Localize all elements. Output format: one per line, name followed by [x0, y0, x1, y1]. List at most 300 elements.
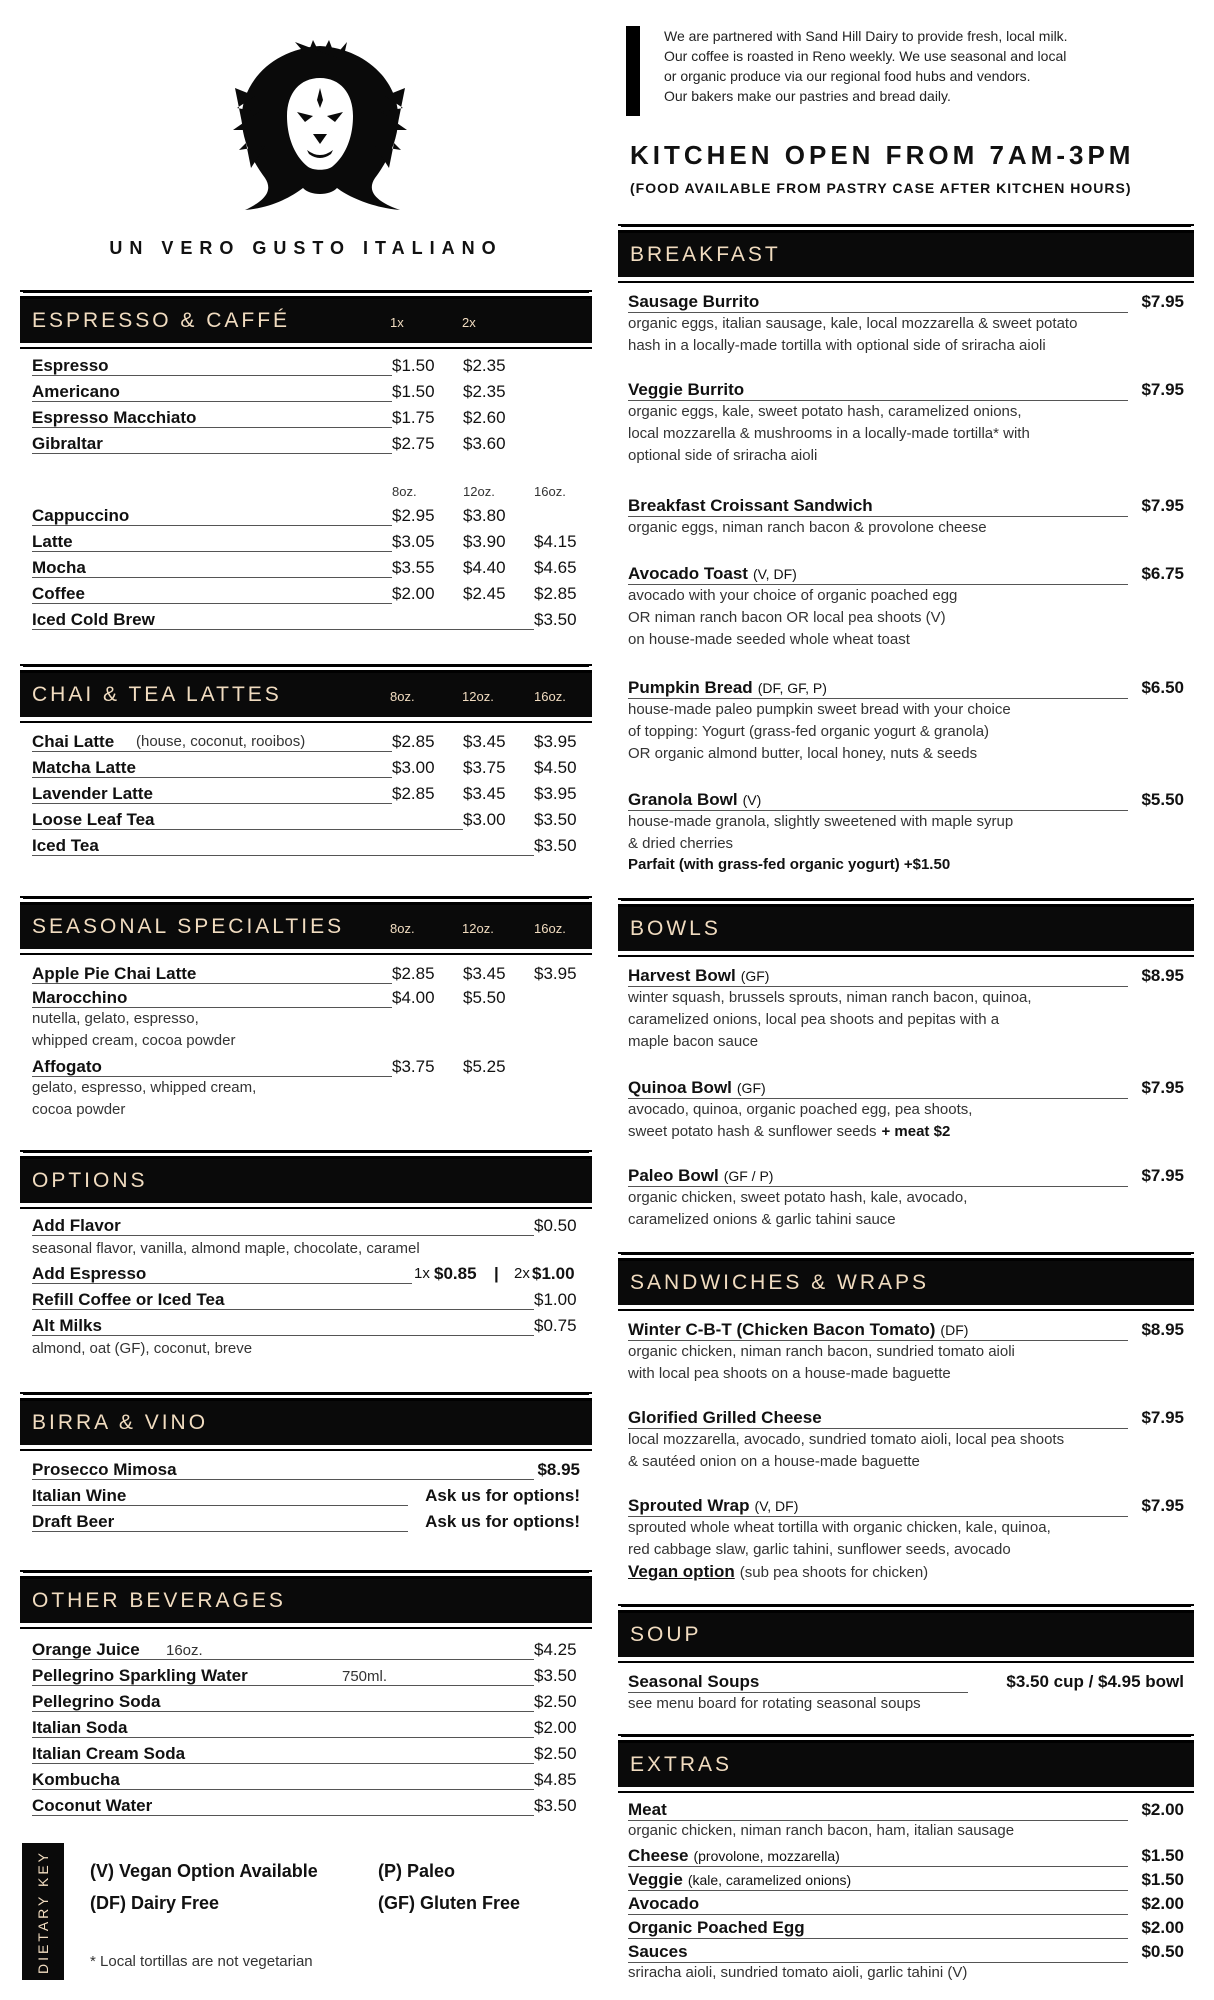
item-price: $3.50	[534, 610, 577, 629]
item-name	[628, 1166, 773, 1186]
chai-section	[20, 664, 592, 723]
leader-line	[628, 312, 1128, 313]
item-price: $6.50	[1141, 678, 1184, 697]
section-title: EXTRAS	[630, 1753, 733, 1776]
item-description: organic eggs, kale, sweet potato hash, caramelized onions,	[628, 403, 1022, 420]
leader-line	[628, 1820, 1128, 1821]
brand-tagline: UN VERO GUSTO ITALIANO	[109, 238, 503, 258]
leader-line	[32, 1685, 534, 1686]
leader-line	[628, 1938, 1128, 1939]
item-title: Breakfast Croissant Sandwich	[628, 496, 873, 515]
item-price: $2.35	[463, 382, 506, 401]
item-price: $8.95	[1141, 1320, 1184, 1339]
size-header: 12oz.	[462, 921, 494, 936]
tortilla-note: * Local tortillas are not vegetarian	[90, 1953, 313, 1970]
item-price: $3.45	[463, 784, 506, 803]
item-price: $7.95	[1141, 1166, 1184, 1185]
item-name: Gibraltar	[32, 434, 103, 453]
dietary-key-label: DIETARY KEY	[35, 1849, 51, 1974]
partnership-notice	[626, 26, 1186, 116]
section-title: OTHER BEVERAGES	[32, 1589, 286, 1612]
leader-line	[628, 698, 1128, 699]
section-title: SEASONAL SPECIALTIES	[32, 915, 345, 938]
item-description: winter squash, brussels sprouts, niman ranch bacon, quinoa,	[628, 989, 1032, 1006]
item-description: organic chicken, niman ranch bacon, ham, italian sausage	[628, 1822, 1015, 1839]
dietary-tag: (GF)	[740, 968, 770, 984]
item-price: $3.50	[534, 836, 577, 855]
desc-text: sweet potato hash & sunflower seeds	[628, 1123, 877, 1140]
item-price: $1.50	[1141, 1846, 1184, 1865]
item-name	[628, 1078, 766, 1098]
size-header: 16oz.	[534, 921, 566, 936]
item-price: $3.95	[534, 964, 577, 983]
menu-item	[628, 1672, 1184, 1714]
item-price: $3.75	[463, 758, 506, 777]
leader-line	[628, 1890, 1128, 1891]
notice-line: Our coffee is roasted in Reno weekly. We use seasonal and local	[664, 48, 1067, 64]
menu-item	[32, 1264, 580, 1286]
item-note: (kale, caramelized onions)	[687, 1872, 852, 1888]
menu-item	[628, 1408, 1184, 1472]
item-title: Veggie Burrito	[628, 380, 745, 399]
item-price: $4.00	[392, 988, 435, 1007]
item-price: $2.95	[392, 506, 435, 525]
leader-line	[32, 1789, 534, 1790]
item-description: optional side of sriracha aioli	[628, 447, 818, 464]
item-price: $2.45	[463, 584, 506, 603]
menu-item	[32, 382, 580, 404]
leader-line	[32, 777, 392, 778]
add-on: + meat $2	[881, 1123, 951, 1140]
item-description: red cabbage slaw, garlic tahini, sunflower seeds, avocado	[628, 1541, 1011, 1558]
leader-line	[628, 1962, 1128, 1963]
extra-item	[628, 1800, 1184, 1841]
item-price: $3.50	[534, 1666, 577, 1685]
item-name	[628, 790, 761, 810]
item-description: of topping: Yogurt (grass-fed organic yogurt & granola)	[628, 723, 990, 740]
menu-item	[32, 836, 580, 858]
leader-line	[32, 1309, 534, 1310]
item-price: $1.50	[1141, 1870, 1184, 1889]
item-price: $6.75	[1141, 564, 1184, 583]
item-price: $2.85	[392, 732, 435, 751]
item-price: $2.50	[534, 1744, 577, 1763]
section-title: BOWLS	[630, 917, 721, 940]
item-price: $3.95	[534, 732, 577, 751]
menu-item	[628, 966, 1184, 1052]
item-price: $2.85	[392, 784, 435, 803]
extras-section	[618, 1734, 1194, 1793]
leader-line	[32, 453, 392, 454]
menu-item	[32, 810, 580, 832]
item-note: 750ml.	[342, 1668, 388, 1685]
options-section	[20, 1150, 592, 1209]
item-description: sprouted whole wheat tortilla with organic chicken, kale, quinoa,	[628, 1519, 1051, 1536]
item-description: organic chicken, niman ranch bacon, sundried tomato aioli	[628, 1343, 1015, 1360]
item-price: $1.75	[392, 408, 435, 427]
item-name: Lavender Latte	[32, 784, 153, 803]
item-name	[628, 496, 873, 516]
leader-line	[32, 603, 392, 604]
birra-section	[20, 1392, 592, 1451]
section-title: SANDWICHES & WRAPS	[630, 1271, 930, 1294]
item-title: Glorified Grilled Cheese	[628, 1408, 822, 1427]
menu-item	[628, 1320, 1184, 1384]
section-header	[20, 670, 592, 717]
item-description: whipped cream, cocoa powder	[32, 1032, 236, 1049]
item-description: avocado with your choice of organic poached egg	[628, 587, 958, 604]
item-name: Add Espresso	[32, 1264, 147, 1283]
item-name: Cappuccino	[32, 506, 130, 525]
dietary-key	[22, 1843, 582, 1980]
leader-line	[32, 427, 392, 428]
dietary-tag: (GF)	[736, 1080, 766, 1096]
section-header	[20, 902, 592, 949]
leader-line	[32, 1076, 392, 1077]
item-title: Sausage Burrito	[628, 292, 760, 311]
menu-item	[32, 1460, 580, 1482]
leader-line	[32, 855, 534, 856]
leader-line	[32, 751, 392, 752]
leader-line	[628, 1692, 968, 1693]
item-price: $4.15	[534, 532, 577, 551]
item-title: Avocado Toast	[628, 564, 748, 583]
option-count: 1x	[414, 1265, 430, 1282]
menu-item	[32, 1057, 580, 1079]
menu-item	[628, 292, 1184, 356]
item-name: Matcha Latte	[32, 758, 136, 777]
key-paleo: (P) Paleo	[378, 1861, 456, 1881]
item-description: maple bacon sauce	[628, 1033, 759, 1050]
item-note: (provolone, mozzarella)	[693, 1848, 840, 1864]
item-name	[628, 1496, 798, 1516]
item-description: caramelized onions & garlic tahini sauce	[628, 1211, 896, 1228]
item-title: Sprouted Wrap	[628, 1496, 750, 1515]
item-description: OR organic almond butter, local honey, nuts & seeds	[628, 745, 978, 762]
leader-line	[32, 829, 463, 830]
item-note: (house, coconut, rooibos)	[136, 733, 306, 750]
item-price: $4.25	[534, 1640, 577, 1659]
leader-line	[32, 803, 392, 804]
section-header	[618, 1258, 1194, 1305]
item-title: Avocado	[628, 1894, 700, 1913]
item-description: gelato, espresso, whipped cream,	[32, 1079, 257, 1096]
menu-item	[32, 506, 580, 528]
section-header	[20, 1398, 592, 1445]
section-title: BIRRA & VINO	[32, 1411, 209, 1434]
leader-line	[32, 983, 392, 984]
lion-logo	[215, 38, 425, 218]
menu-item	[32, 434, 580, 456]
item-name	[628, 1846, 840, 1866]
notice-line: We are partnered with Sand Hill Dairy to provide fresh, local milk.	[664, 28, 1068, 44]
menu-item	[32, 988, 580, 1010]
menu-item	[32, 1640, 580, 1662]
menu-item	[32, 1666, 580, 1688]
item-name	[628, 1408, 822, 1428]
section-title: BREAKFAST	[630, 243, 781, 266]
item-title: Winter C-B-T (Chicken Bacon Tomato)	[628, 1320, 936, 1339]
item-price: $3.45	[463, 964, 506, 983]
menu-item	[628, 380, 1184, 466]
section-header	[20, 1576, 592, 1623]
option-count: 2x	[514, 1265, 530, 1282]
leader-line	[32, 1659, 534, 1660]
menu-item	[628, 1496, 1184, 1583]
item-price: $2.00	[392, 584, 435, 603]
item-price: $1.50	[392, 382, 435, 401]
menu-item	[32, 1316, 580, 1338]
item-name: Espresso Macchiato	[32, 408, 197, 427]
size-label: 12oz.	[463, 484, 495, 499]
item-name	[628, 564, 797, 584]
menu-item	[32, 1744, 580, 1766]
item-name	[628, 1918, 805, 1938]
item-description: cocoa powder	[32, 1101, 126, 1118]
item-price: $7.95	[1141, 1496, 1184, 1515]
sandwiches-section	[618, 1252, 1194, 1311]
item-price: $3.50 cup / $4.95 bowl	[1006, 1672, 1184, 1691]
item-price: $2.85	[534, 584, 577, 603]
item-description: house-made granola, slightly sweetened with maple syrup	[628, 813, 1014, 830]
dietary-tag: (V, DF)	[752, 566, 797, 582]
item-price: $5.50	[1141, 790, 1184, 809]
leader-line	[32, 1335, 534, 1336]
item-price: $3.60	[463, 434, 506, 453]
item-description: caramelized onions, local pea shoots and pepitas with a	[628, 1011, 1000, 1028]
item-name: Marocchino	[32, 988, 128, 1007]
item-name: Kombucha	[32, 1770, 120, 1789]
dietary-key-tab	[22, 1843, 64, 1980]
item-title: Harvest Bowl	[628, 966, 736, 985]
leader-line	[628, 516, 1128, 517]
menu-item	[628, 496, 1184, 538]
leader-line	[32, 1711, 534, 1712]
leader-line	[628, 584, 1128, 585]
item-description: organic chicken, sweet potato hash, kale, avocado,	[628, 1189, 968, 1206]
item-price: $2.00	[1141, 1918, 1184, 1937]
menu-item	[628, 678, 1184, 764]
item-price: $0.50	[534, 1216, 577, 1235]
section-header	[618, 904, 1194, 951]
soup-section	[618, 1604, 1194, 1663]
item-title: Quinoa Bowl	[628, 1078, 732, 1097]
item-title: Pumpkin Bread	[628, 678, 753, 697]
section-header	[618, 1740, 1194, 1787]
item-name: Iced Tea	[32, 836, 99, 855]
item-price: $1.00	[532, 1264, 575, 1283]
item-price: $2.60	[463, 408, 506, 427]
item-description: see menu board for rotating seasonal soups	[628, 1695, 921, 1712]
item-name: Italian Soda	[32, 1718, 128, 1737]
item-name: Italian Cream Soda	[32, 1744, 186, 1763]
separator: |	[494, 1264, 499, 1283]
section-header	[20, 1156, 592, 1203]
item-price: $7.95	[1141, 1078, 1184, 1097]
leader-line	[32, 401, 392, 402]
menu-item	[32, 408, 580, 430]
vegan-label: Vegan option	[628, 1562, 735, 1581]
item-price: $0.50	[1141, 1942, 1184, 1961]
item-name: Refill Coffee or Iced Tea	[32, 1290, 225, 1309]
item-name	[628, 1894, 699, 1914]
item-title: Veggie	[628, 1870, 683, 1889]
item-price: $3.55	[392, 558, 435, 577]
leader-line	[32, 1763, 534, 1764]
leader-line	[32, 1815, 534, 1816]
size-label: 16oz.	[534, 484, 566, 499]
item-price: $7.95	[1141, 496, 1184, 515]
item-name: Affogato	[32, 1057, 102, 1076]
item-description: local mozzarella & mushrooms in a locally-made tortilla* with	[628, 425, 1030, 442]
size-header: 2x	[462, 315, 476, 330]
item-name: Add Flavor	[32, 1216, 121, 1235]
section-title: ESPRESSO & CAFFÉ	[32, 309, 291, 332]
item-price: $8.95	[1141, 966, 1184, 985]
item-name	[628, 1800, 667, 1820]
menu-item	[32, 784, 580, 806]
menu-item	[32, 558, 580, 580]
item-price: $7.95	[1141, 292, 1184, 311]
item-description: & dried cherries	[628, 835, 734, 852]
menu-item	[32, 532, 580, 554]
item-price: $5.25	[463, 1057, 506, 1076]
leader-line	[32, 1737, 534, 1738]
item-title: Meat	[628, 1800, 667, 1819]
item-title: Paleo Bowl	[628, 1166, 719, 1185]
leader-line	[628, 1516, 1128, 1517]
item-price: $7.95	[1141, 380, 1184, 399]
item-price: $3.80	[463, 506, 506, 525]
dietary-tag: (DF, GF, P)	[757, 680, 827, 696]
leader-line	[32, 577, 392, 578]
leader-line	[32, 1479, 534, 1480]
section-header	[20, 296, 592, 343]
size-header: 8oz.	[390, 921, 415, 936]
item-price: $1.50	[392, 356, 435, 375]
menu-item	[32, 1486, 580, 1508]
item-price: Ask us for options!	[425, 1486, 580, 1505]
item-note: 16oz.	[166, 1642, 203, 1659]
item-name: Coconut Water	[32, 1796, 153, 1815]
menu-item	[32, 964, 580, 986]
item-name: Pellegrino Sparkling Water	[32, 1666, 248, 1685]
notice-line: or organic produce via our regional food hubs and vendors.	[664, 68, 1031, 84]
seasonal-section	[20, 896, 592, 955]
item-name: Espresso	[32, 356, 109, 375]
menu-item	[32, 610, 580, 632]
menu-item	[628, 564, 1184, 650]
item-description: local mozzarella, avocado, sundried tomato aioli, local pea shoots	[628, 1431, 1065, 1448]
item-price: $4.85	[534, 1770, 577, 1789]
leader-line	[628, 1340, 1128, 1341]
item-description: avocado, quinoa, organic poached egg, pea shoots,	[628, 1101, 973, 1118]
item-name: Italian Wine	[32, 1486, 127, 1505]
item-name	[628, 1942, 688, 1962]
leader-line	[628, 1428, 1128, 1429]
item-description: nutella, gelato, espresso,	[32, 1010, 199, 1027]
menu-item	[32, 732, 580, 754]
leader-line	[32, 1007, 392, 1008]
add-on: Parfait (with grass-fed organic yogurt) +$1.50	[628, 856, 951, 873]
size-label: 8oz.	[392, 484, 417, 499]
item-description: OR niman ranch bacon OR local pea shoots (V)	[628, 609, 946, 626]
leader-line	[32, 375, 392, 376]
item-title: Cheese	[628, 1846, 689, 1865]
item-price: $2.35	[463, 356, 506, 375]
size-header: 16oz.	[534, 689, 566, 704]
dietary-tag: (V, DF)	[754, 1498, 799, 1514]
item-description: almond, oat (GF), coconut, breve	[32, 1340, 253, 1357]
item-description	[628, 1121, 1184, 1142]
item-price: $4.50	[534, 758, 577, 777]
item-price: $7.95	[1141, 1408, 1184, 1427]
item-name: Prosecco Mimosa	[32, 1460, 177, 1479]
menu-item	[32, 1718, 580, 1740]
item-price: $2.85	[392, 964, 435, 983]
item-name	[628, 678, 827, 698]
item-price: $3.90	[463, 532, 506, 551]
item-title: Organic Poached Egg	[628, 1918, 805, 1937]
item-price: $8.95	[537, 1460, 580, 1479]
menu-item	[32, 1216, 580, 1238]
extra-item	[628, 1918, 1184, 1938]
menu-item	[32, 1796, 580, 1818]
item-name: Mocha	[32, 558, 86, 577]
section-title: SOUP	[630, 1623, 702, 1646]
item-price: $3.95	[534, 784, 577, 803]
vegan-option	[628, 1561, 1184, 1583]
dietary-tag: (DF)	[940, 1322, 969, 1338]
item-price: $4.40	[463, 558, 506, 577]
extra-item	[628, 1846, 1184, 1866]
extra-item	[628, 1870, 1184, 1890]
item-price: Ask us for options!	[425, 1512, 580, 1531]
item-name: Alt Milks	[32, 1316, 102, 1335]
dietary-tag: (GF / P)	[723, 1168, 774, 1184]
item-price: $2.00	[1141, 1800, 1184, 1819]
item-price: $4.65	[534, 558, 577, 577]
menu-item	[32, 1692, 580, 1714]
extra-item	[628, 1894, 1184, 1914]
section-title: CHAI & TEA LATTES	[32, 683, 282, 706]
item-name: Latte	[32, 532, 73, 551]
leader-line	[628, 1098, 1128, 1099]
leader-line	[628, 400, 1128, 401]
section-header	[618, 1610, 1194, 1657]
menu-item	[32, 1290, 580, 1312]
leader-line	[32, 629, 534, 630]
leader-line	[628, 1186, 1128, 1187]
item-price: $3.50	[534, 810, 577, 829]
item-price: $3.45	[463, 732, 506, 751]
item-name: Iced Cold Brew	[32, 610, 155, 629]
leader-line	[32, 1235, 534, 1236]
item-title: Granola Bowl	[628, 790, 738, 809]
item-description: & sautéed onion on a house-made baguette	[628, 1453, 920, 1470]
item-description: hash in a locally-made tortilla with optional side of sriracha aioli	[628, 337, 1046, 354]
bowls-section	[618, 898, 1194, 957]
item-name	[628, 966, 769, 986]
item-description: organic eggs, italian sausage, kale, local mozzarella & sweet potato	[628, 315, 1078, 332]
size-header: 12oz.	[462, 689, 494, 704]
item-description: organic eggs, niman ranch bacon & provolone cheese	[628, 519, 987, 536]
item-price: $2.75	[392, 434, 435, 453]
leader-line	[32, 1283, 412, 1284]
item-name: Chai Latte	[32, 732, 115, 751]
item-name	[628, 1870, 851, 1890]
extra-item	[628, 1942, 1184, 1983]
